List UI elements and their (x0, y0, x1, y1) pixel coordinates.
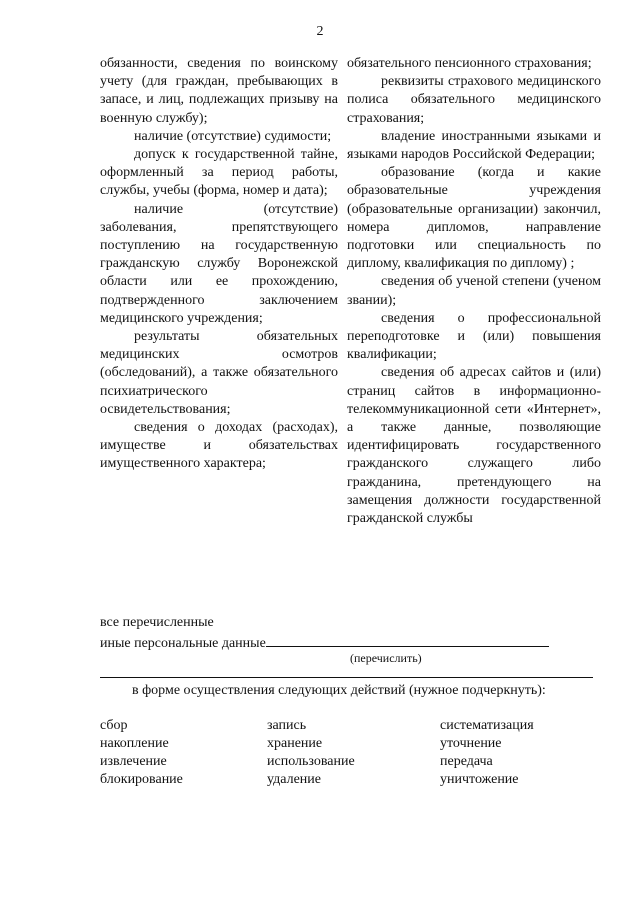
action-option[interactable]: накопление (100, 736, 169, 751)
right-column-paragraph: образование (когда и какие образовательные учреждения (образовательные организации) закончил, номера дипломов, направление подготовки или специальность по диплому, квалификация по диплому) ; (347, 165, 601, 272)
right-column-paragraph: сведения об ученой степени (ученом звании); (347, 274, 601, 308)
other-data-label: иные персональные данные (100, 636, 266, 651)
right-column-paragraph: реквизиты страхового медицинского полиса обязательного медицинского страхования; (347, 74, 601, 126)
left-column-paragraph: допуск к государственной тайне, оформленный за период работы, службы, учебы (форма, номер и дата); (100, 147, 338, 199)
action-option[interactable]: запись (267, 718, 307, 733)
action-option[interactable]: систематизация (440, 718, 534, 733)
list-hint: (перечислить) (350, 651, 422, 665)
action-option[interactable]: хранение (267, 736, 323, 751)
divider-line (100, 677, 593, 678)
action-option[interactable]: извлечение (100, 754, 167, 769)
action-option[interactable]: использование (267, 754, 355, 769)
left-column (100, 55, 338, 474)
other-data-line1: все перечисленные (100, 615, 214, 630)
actions-column (440, 717, 534, 789)
action-option[interactable]: удаление (267, 772, 321, 787)
actions-column (267, 717, 355, 789)
page-number: 2 (316, 24, 324, 39)
other-data-block (100, 614, 600, 653)
action-option[interactable]: передача (440, 754, 493, 769)
action-option[interactable]: уточнение (440, 736, 502, 751)
action-option[interactable]: уничтожение (440, 772, 519, 787)
left-column-paragraph: сведения о доходах (расходах), имуществе и обязательствах имущественного характера; (100, 420, 338, 472)
action-option[interactable]: блокирование (100, 772, 183, 787)
action-option[interactable]: сбор (100, 718, 128, 733)
actions-heading: в форме осуществления следующих действий (нужное подчеркнуть): (132, 683, 546, 698)
left-column-paragraph: наличие (отсутствие) судимости; (134, 128, 332, 144)
right-column-paragraph: сведения об адресах сайтов и (или) страниц сайтов в информационно-телекоммуникационной сети «Интернет», а также данные, позволяющие идентифицировать государственного гражданского служащего либо гражданина, претендующего на замещения должности государственной гражданской службы (347, 365, 601, 527)
left-column-paragraph: наличие (отсутствие) заболевания, препятствующего поступлению на государственную гражданскую службу Воронежской области или ее прохождению, подтвержденного заключением медицинского учреждения; (100, 201, 338, 326)
other-data-line2 (100, 632, 600, 653)
right-column-paragraph: владение иностранными языками и языками народов Российской Федерации; (347, 128, 601, 163)
left-column-paragraph: результаты обязательных медицинских осмотров (обследований), а также обязательного психиатрического освидетельствования; (100, 329, 338, 417)
actions-column (100, 717, 183, 789)
left-column-paragraph: обязанности, сведения по воинскому учету (для граждан, пребывающих в запасе, и лиц, подлежащих призыву на военную службу); (100, 56, 338, 126)
right-column (347, 55, 601, 528)
right-column-paragraph: сведения о профессиональной переподготовке и (или) повышения квалификации; (347, 310, 601, 363)
right-column-paragraph: обязательного пенсионного страхования; (347, 56, 592, 71)
other-data-blank-field[interactable] (266, 632, 549, 647)
